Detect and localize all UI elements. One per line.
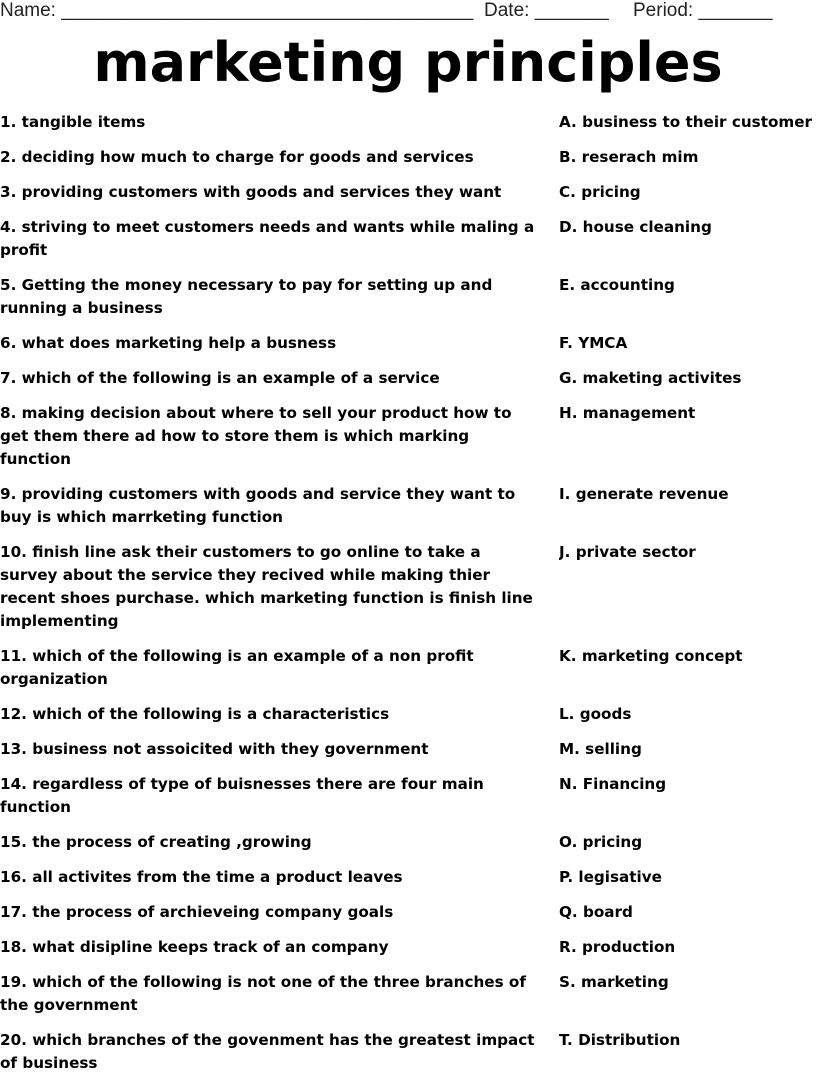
answer-j: J. private sector bbox=[559, 543, 696, 561]
question-5: 5. Getting the money necessary to pay for setting up and running a business bbox=[0, 276, 493, 317]
date-field-label: Date: _______ bbox=[484, 0, 609, 21]
question-12: 12. which of the following is a characteristics bbox=[0, 705, 390, 723]
period-field-label: Period: _______ bbox=[633, 0, 773, 21]
worksheet-header bbox=[0, 0, 816, 22]
matching-list bbox=[0, 111, 816, 1087]
matching-row-2 bbox=[0, 146, 816, 181]
name-field-label: Name: _______________________________________ bbox=[0, 0, 474, 21]
question-16: 16. all activites from the time a product leaves bbox=[0, 868, 403, 886]
answer-s: S. marketing bbox=[559, 973, 669, 991]
answer-n: N. Financing bbox=[559, 775, 667, 793]
answer-p: P. legisative bbox=[559, 868, 662, 886]
answer-a: A. business to their customer bbox=[559, 113, 813, 131]
question-10: 10. finish line ask their customers to go online to take a survey about the service they recived while making thier recent shoes purchase. which marketing function is finish line implementing bbox=[0, 543, 533, 630]
matching-row-16 bbox=[0, 866, 816, 901]
answer-d: D. house cleaning bbox=[559, 218, 712, 236]
matching-row-14 bbox=[0, 773, 816, 831]
matching-row-6 bbox=[0, 332, 816, 367]
matching-row-7 bbox=[0, 367, 816, 402]
answer-e: E. accounting bbox=[559, 276, 675, 294]
question-17: 17. the process of archieveing company goals bbox=[0, 903, 394, 921]
answer-f: F. YMCA bbox=[559, 334, 628, 352]
question-3: 3. providing customers with goods and services they want bbox=[0, 183, 502, 201]
answer-q: Q. board bbox=[559, 903, 633, 921]
question-9: 9. providing customers with goods and service they want to buy is which marrketing function bbox=[0, 485, 516, 526]
matching-row-11 bbox=[0, 645, 816, 703]
question-1: 1. tangible items bbox=[0, 113, 146, 131]
answer-m: M. selling bbox=[559, 740, 642, 758]
matching-row-15 bbox=[0, 831, 816, 866]
matching-row-4 bbox=[0, 216, 816, 274]
matching-row-1 bbox=[0, 111, 816, 146]
answer-t: T. Distribution bbox=[559, 1031, 681, 1049]
matching-row-19 bbox=[0, 971, 816, 1029]
question-8: 8. making decision about where to sell your product how to get them there ad how to store them is which marking function bbox=[0, 404, 512, 468]
answer-g: G. maketing activites bbox=[559, 369, 742, 387]
worksheet-title: marketing principles bbox=[93, 31, 723, 94]
matching-row-5 bbox=[0, 274, 816, 332]
matching-row-13 bbox=[0, 738, 816, 773]
matching-row-12 bbox=[0, 703, 816, 738]
answer-k: K. marketing concept bbox=[559, 647, 743, 665]
answer-b: B. reserach mim bbox=[559, 148, 699, 166]
answer-o: O. pricing bbox=[559, 833, 643, 851]
question-15: 15. the process of creating ,growing bbox=[0, 833, 312, 851]
question-6: 6. what does marketing help a busness bbox=[0, 334, 337, 352]
question-13: 13. business not assoicited with they government bbox=[0, 740, 429, 758]
question-7: 7. which of the following is an example of a service bbox=[0, 369, 440, 387]
answer-l: L. goods bbox=[559, 705, 632, 723]
question-20: 20. which branches of the govenment has the greatest impact of business bbox=[0, 1031, 535, 1072]
question-2: 2. deciding how much to charge for goods and services bbox=[0, 148, 474, 166]
answer-i: I. generate revenue bbox=[559, 485, 729, 503]
question-14: 14. regardless of type of buisnesses there are four main function bbox=[0, 775, 484, 816]
matching-row-9 bbox=[0, 483, 816, 541]
matching-row-10 bbox=[0, 541, 816, 645]
matching-row-3 bbox=[0, 181, 816, 216]
matching-row-17 bbox=[0, 901, 816, 936]
matching-row-18 bbox=[0, 936, 816, 971]
answer-c: C. pricing bbox=[559, 183, 641, 201]
answer-h: H. management bbox=[559, 404, 696, 422]
question-19: 19. which of the following is not one of the three branches of the government bbox=[0, 973, 526, 1014]
question-4: 4. striving to meet customers needs and wants while maling a profit bbox=[0, 218, 535, 259]
question-11: 11. which of the following is an example of a non profit organization bbox=[0, 647, 474, 688]
matching-row-20 bbox=[0, 1029, 816, 1087]
question-18: 18. what disipline keeps track of an company bbox=[0, 938, 389, 956]
answer-r: R. production bbox=[559, 938, 676, 956]
matching-row-8 bbox=[0, 402, 816, 483]
